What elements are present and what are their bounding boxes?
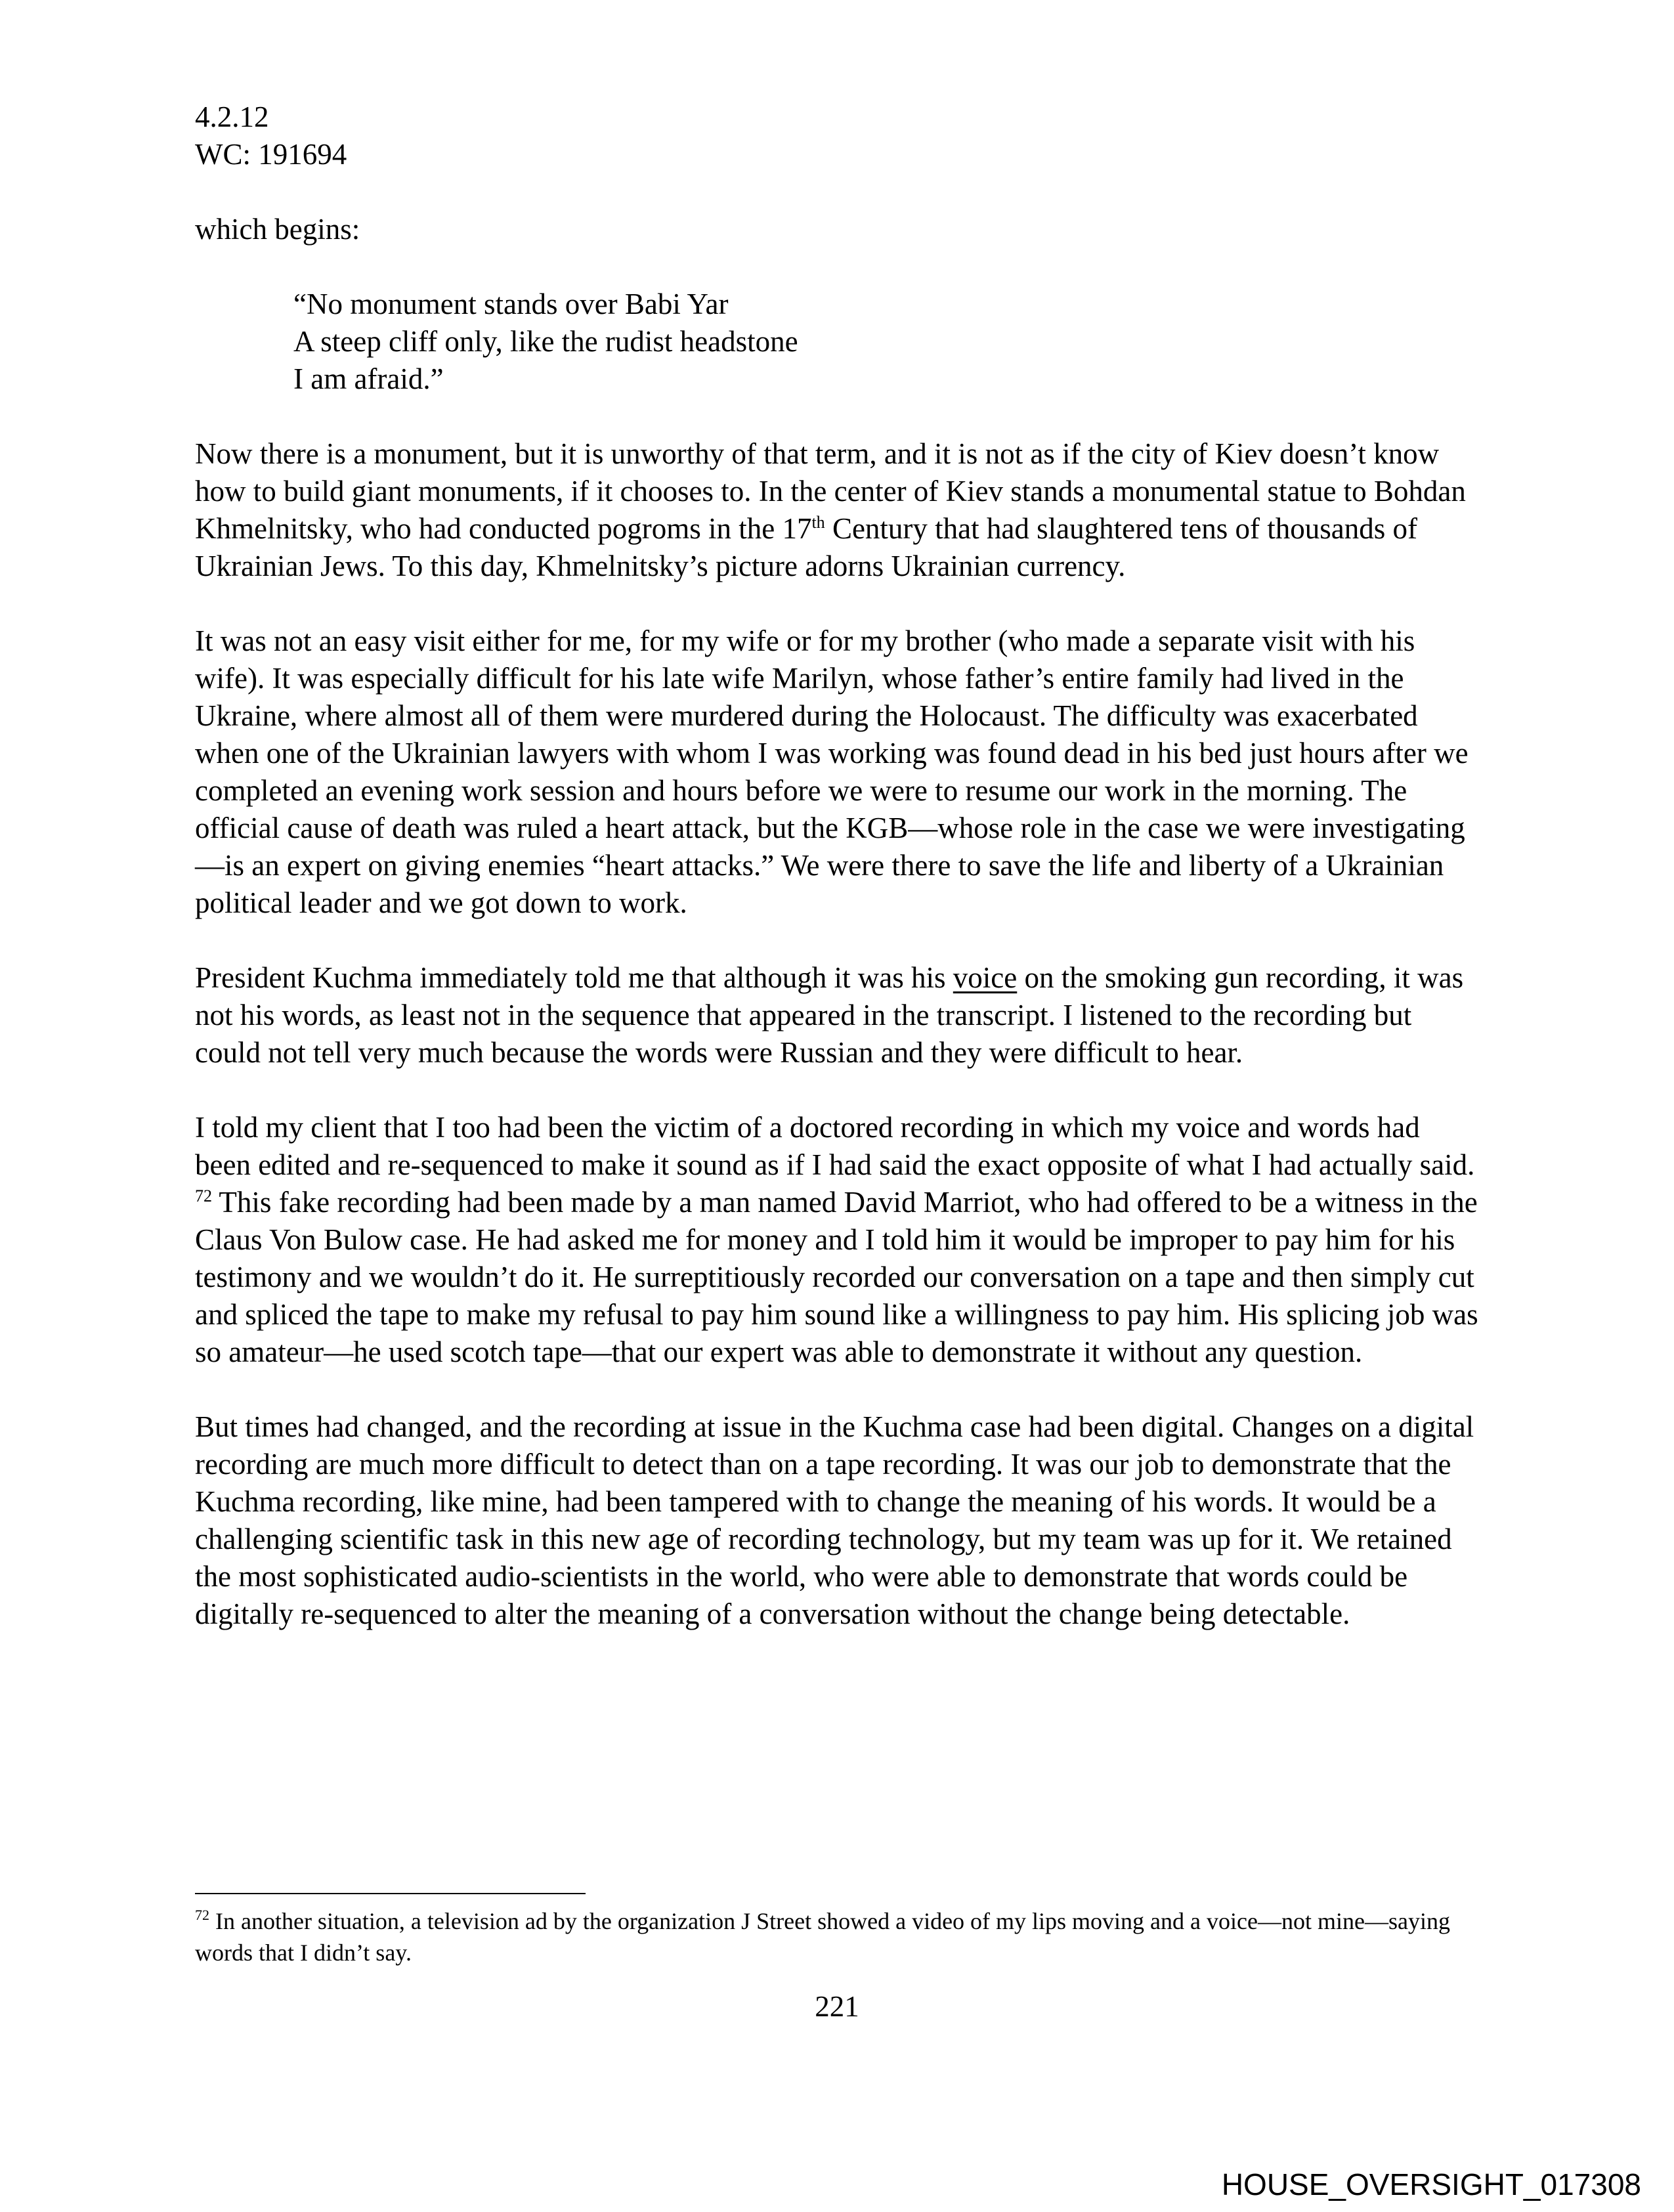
poem-line: “No monument stands over Babi Yar	[293, 288, 729, 320]
word-count: WC: 191694	[195, 138, 347, 171]
paragraph-monument: Now there is a monument, but it is unworthy of that term, and it is not as if the city of Kiev doesn’t know how to build giant monuments, if it chooses to. In the center of Kiev stands a monumental statue to Bohdan Khmelnitsky, who had conducted pogroms in the 17th Century that had slaughtered tens of thousands of Ukrainian Jews. To this day, Khmelnitsky’s picture adorns Ukrainian currency.	[195, 437, 1466, 582]
paragraph-kuchma: President Kuchma immediately told me that although it was his voice on the smoking gun recording, it was not his words, as least not in the sequence that appeared in the transcript. I listened to the recording but could not tell very much because the words were Russian and they were difficult to hear.	[195, 961, 1464, 1069]
poem-quote	[293, 286, 1482, 398]
poem-line: I am afraid.”	[293, 362, 444, 395]
footnote	[195, 1905, 1482, 1968]
draft-date: 4.2.12	[195, 100, 269, 133]
paragraph-visit: It was not an easy visit either for me, for my wife or for my brother (who made a separate visit with his wife). It was especially difficult for his late wife Marilyn, whose father’s entire family had lived in the Ukraine, where almost all of them were murdered during the Holocaust. The difficulty was exacerbated when one of the Ukrainian lawyers with whom I was working was found dead in his bed just hours after we completed an evening work session and hours before we were to resume our work in the morning. The official cause of death was ruled a heart attack, but the KGB—whose role in the case we were investigating—is an expert on giving enemies “heart attacks.” We were there to save the life and liberty of a Ukrainian political leader and we got down to work.	[195, 624, 1469, 919]
footnote-text: In another situation, a television ad by the organization J Street showed a video of my lips moving and a voice—not mine—saying words that I didn’t say.	[195, 1908, 1450, 1966]
footnote-number: 72	[195, 1907, 209, 1923]
bates-stamp: HOUSE_OVERSIGHT_017308	[1221, 2167, 1641, 2201]
paragraph-digital: But times had changed, and the recording at issue in the Kuchma case had been digital. Changes on a digital recording are much more difficult to detect than on a tape recording. It was our job to demonstrate that the Kuchma recording, like mine, had been tampered with to change the meaning of his words. It would be a challenging scientific task in this new age of recording technology, but my team was up for it. We retained the most sophisticated audio-scientists in the world, who were able to demonstrate that words could be digitally re-sequenced to alter the meaning of a conversation without the change being detectable.	[195, 1410, 1474, 1630]
footnote-reference[interactable]: 72	[195, 1186, 212, 1205]
page-number: 221	[815, 1990, 859, 2023]
document-header	[195, 98, 1482, 173]
underlined-word: voice	[953, 961, 1018, 994]
ordinal-suffix: th	[811, 513, 825, 532]
intro-line: which begins:	[195, 213, 360, 246]
footnote-separator	[195, 1893, 586, 1894]
paragraph-doctored-recording: I told my client that I too had been the victim of a doctored recording in which my voice and words had been edited and re-sequenced to make it sound as if I had said the exact opposite of what I had actually said. $^{72}$ This fake recording had been made by a man named David Marriot, who had offered to be a witness in the Claus Von Bulow case. He had asked me for money and I told him it would be improper to pay him for his testimony and we wouldn’t do it. He surreptitiously recorded our conversation on a tape and then simply cut and spliced the tape to make my refusal to pay him sound like a willingness to pay him. His splicing job was so amateur—he used scotch tape—that our expert was able to demonstrate it without any question.	[195, 1111, 1478, 1368]
document-page	[195, 98, 1482, 1633]
body-text	[195, 435, 1482, 1633]
poem-line: A steep cliff only, like the rudist headstone	[293, 325, 798, 358]
